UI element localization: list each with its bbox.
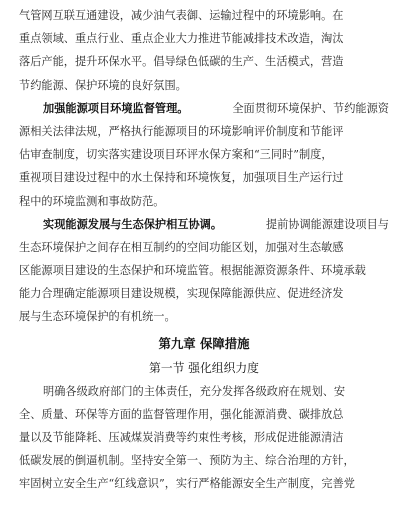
text-line: 展与生态环境保护的有机统一。 [19, 310, 176, 324]
text-line: 节约能源、保护环境的良好氛围。 [19, 78, 187, 92]
text-line: 重点领域、重点行业、重点企业大力推进节能减排技术改造，淘汰 [19, 32, 344, 46]
text-line: 落后产能，提升环保水平。倡导绿色低碳的生产、生活模式，营造 [19, 55, 344, 69]
text-line: 气管网互联互通建设，减少油气表御、运输过程中的环境影响。在 [19, 9, 344, 22]
text-line: 牢固树立安全生产“红线意识”，实行严格能源安全生产制度，完善党 [19, 477, 355, 491]
text-line: 低碳发展的倒逼机制。坚持安全第一、预防为主、综合治理的方针， [19, 454, 355, 468]
text-line: 实现能源发展与生态保护相互协调。 提前协调能源建设项目与 [19, 213, 389, 236]
text-line: 量以及节能降耗、压减煤炭消费等约束性考核，形成促进能源清洁 [19, 431, 344, 444]
text-line: 源相关法律法规，严格执行能源项目的环境影响评价制度和节能评 [19, 124, 344, 138]
text-line: 加强能源项目环境监督管理。 全面贯彻环境保护、节约能源资 [19, 97, 389, 120]
text-line: 全、质量、环保等方面的监督管理作用，强化能源消费、碳排放总 [19, 407, 344, 421]
text-line: 区能源项目建设的生态保护和环境监管。根据能源资源条件、环境承载 [19, 264, 366, 278]
chapter-title: 第九章 保障措施 [158, 335, 250, 351]
text-line: 能力合理确定能源项目建设规模，实现保障能源供应、促进经济发 [19, 287, 344, 301]
section-title: 第一节 强化组织力度 [149, 360, 259, 375]
text-line: 估审查制度，切实落实建设项目环评水保方案和“三同时”制度， [19, 148, 333, 162]
text-line: 生态环境保护之间存在相互制约的空间功能区划，加强对生态敏感 [19, 240, 344, 254]
text-line: 程中的环境监测和事故防范。 [19, 194, 165, 208]
paragraph-lead: 实现能源发展与生态保护相互协调。 [43, 216, 223, 231]
paragraph-lead: 加强能源项目环境监督管理。 [43, 100, 189, 115]
text-line: 明确各级政府部门的主体责任，充分发挥各级政府在规划、安 [43, 384, 346, 398]
text-line: 重视项目建设过程中的水土保持和环境恢复，加强项目生产运行过 [19, 171, 344, 185]
